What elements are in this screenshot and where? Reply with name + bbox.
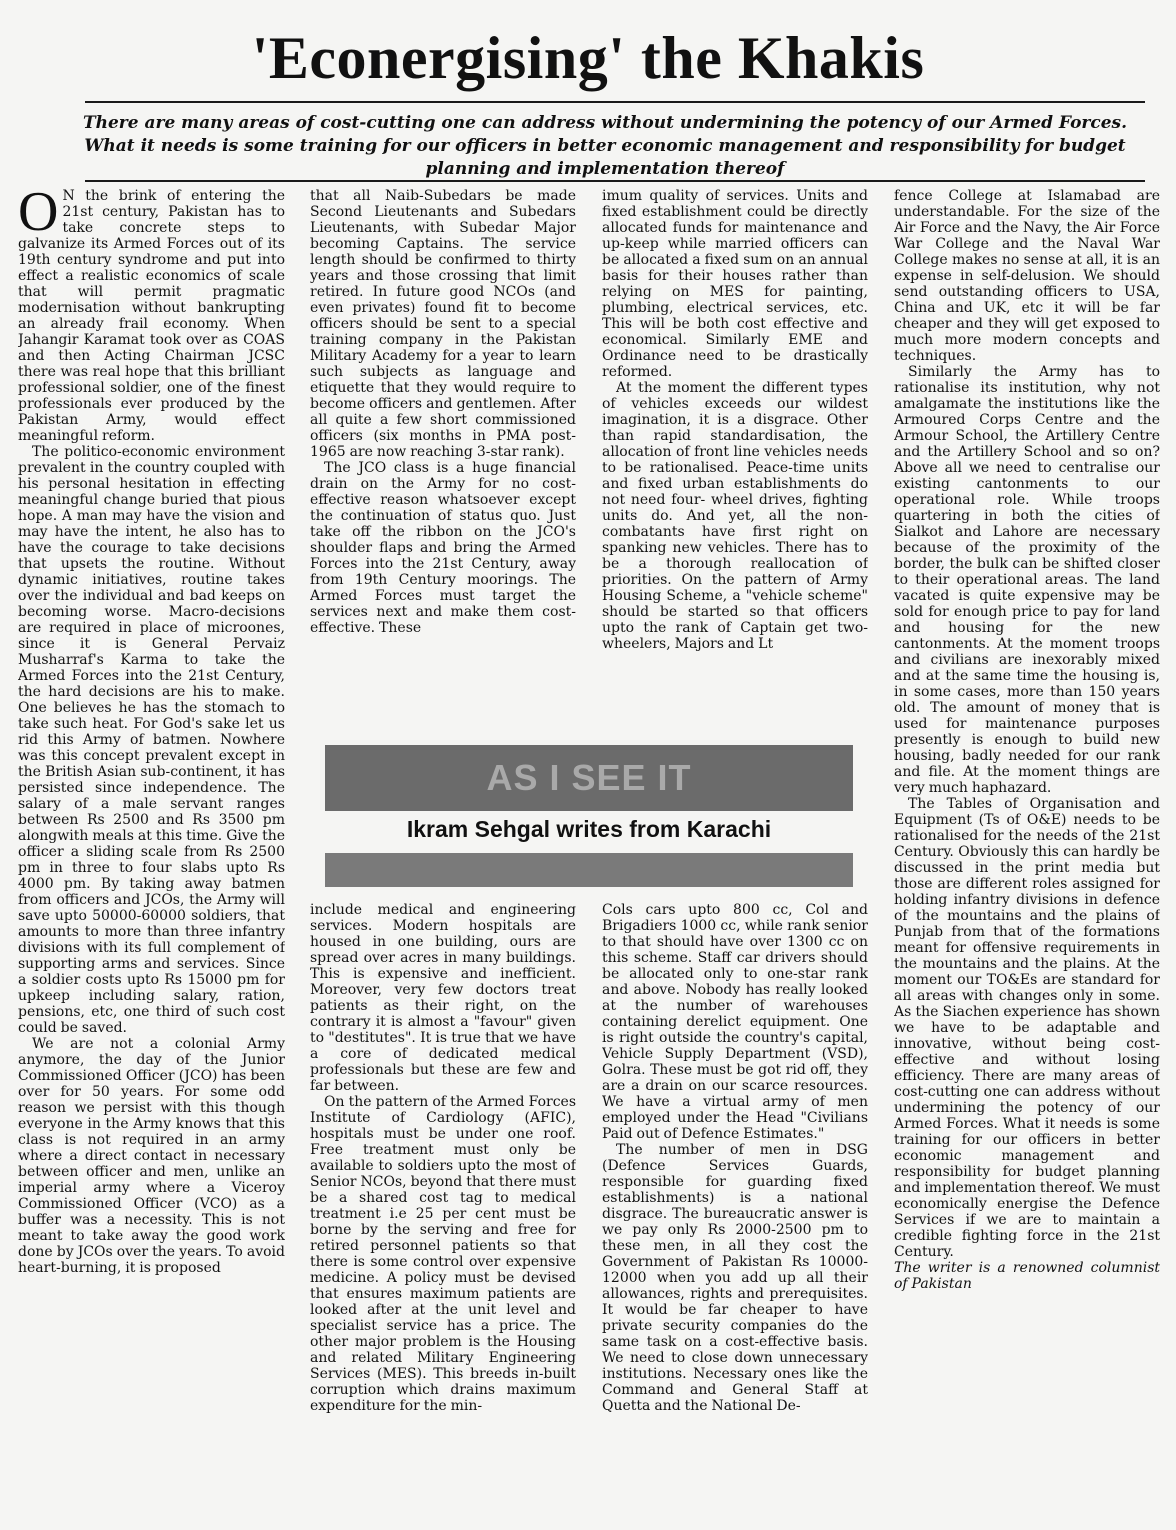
byline: Ikram Sehgal writes from Karachi	[406, 816, 772, 842]
article-column-4	[894, 188, 1160, 1510]
drop-cap: O	[18, 188, 59, 243]
article-paragraph: The politico-economic environment prevalent in the country coupled with his personal hesitation in effecting meaningful change buried that pious hope. A man may have the vision and may have the intent, he also has to have the courage to take decisions that upsets the routine. Without dynamic initiatives, routine takes over the individual and bad keeps on becoming worse. Macro-decisions are required in place of microones, since it is General Pervaiz Musharraf's Karma to take the Armed Forces into the 21st Century, the hard decisions are his to make. One believes he has the stomach to take such heat. For God's sake let us rid this Army of batmen. Nowhere was this concept prevalent except in the British Asian sub-continent, it has persisted since independence. The salary of a male servant ranges between Rs 2500 and Rs 3500 pm alongwith meals at this time. Give the officer a sliding scale from Rs 2500 pm in three to four slabs upto Rs 4000 pm. By taking away batmen from officers and JCOs, the Army will save upto 50000-60000 soldiers, that amounts to more than three infantry divisions with its full complement of supporting arms and services. Since a soldier costs upto Rs 15000 pm for upkeep including salary, ration, pensions, etc, one third of such cost could be saved.	[18, 444, 285, 1036]
article-paragraph: include medical and engineering services. Modern hospitals are housed in one building, ours are spread over acres in many buildings. This is expensive and inefficient. Moreover, very few doctors treat patients as their right, on the contrary it is almost a "favour" given to "destitutes". It is true that we have a core of dedicated medical professionals but these are few and far between.	[310, 902, 576, 1094]
headline: 'Econergising' the Khakis	[251, 25, 925, 91]
author-note: The writer is a renowned columnist of Pakistan	[894, 1260, 1160, 1292]
article-column-2	[310, 188, 576, 730]
article-paragraph: Cols cars upto 800 cc, Col and Brigadiers 1000 cc, while rank senior to that should have over 1300 cc on this scheme. Staff car drivers should be allocated only to one-star rank and above. Nobody has really looked at the number of warehouses containing derelict equipment. One is right outside the country's capital, Vehicle Supply Department (VSD), Golra. These must be got rid off, they are a drain on our scarce resources. We have a virtual army of men employed under the Head "Civilians Paid out of Defence Estimates."	[602, 902, 868, 1142]
article-paragraph: At the moment the different types of vehicles exceeds our wildest imagination, it is a disgrace. Other than rapid standardisation, the allocation of front line vehicles needs to be rationalised. Peace-time units and fixed urban establishments do not need four- wheel drives, fighting units do. And yet, all the non-combatants have first right on spanking new vehicles. There has to be a thorough reallocation of priorities. On the pattern of Army Housing Scheme, a "vehicle scheme" should be started so that officers upto the rank of Captain get two-wheelers, Majors and Lt	[602, 380, 868, 652]
article-column-1	[18, 188, 285, 1510]
article-column-3	[602, 188, 868, 730]
paragraph-text: N the brink of entering the 21st century, Pakistan has to take concrete steps to galvanize its Armed Forces out of its 19th century syndrome and put into effect a realistic economics of scale that will permit pragmatic modernisation without bankrupting an already frail economy. When Jahangir Karamat took over as COAS and then Acting Chairman JCSC there was real hope that this brilliant professional soldier, one of the finest professionals ever produced by the Pakistan Army, would effect meaningful reform.	[18, 188, 285, 444]
banner-bar	[325, 853, 853, 887]
article-column-2-lower	[310, 902, 576, 1510]
column-label-bar	[325, 745, 853, 811]
article-paragraph: On the pattern of the Armed Forces Institute of Cardiology (AFIC), hospitals must be under one roof. Free treatment must only be available to soldiers upto the most of Senior NCOs, beyond that there must be a shared cost tag to medical treatment i.e 25 per cent must be borne by the serving and free for retired personnel patients so that there is some control over expensive medicine. A policy must be devised that ensures maximum patients are looked after at the unit level and specialist service has a price. The other major problem is the Housing and related Military Engineering Services (MES). This breeds in-built corruption which drains maximum expenditure for the min-	[310, 1094, 576, 1414]
deck: There are many areas of cost-cutting one can address without undermining the potency of our Armed Forces. What it needs is some training for our officers in better economic management and responsibility for budget planning and implementation thereof	[82, 113, 1128, 179]
article-paragraph: The Tables of Organisation and Equipment (Ts of O&E) needs to be rationalised for the needs of the 21st Century. Obviously this can hardly be discussed in the print media but those are different roles assigned for holding infantry divisions in defence of the mountains and the plains of Punjab from that of the formations meant for offensive requirements in the mountains and the plains. At the moment our TO&Es are standard for all areas with changes only in some. As the Siachen experience has shown we have to be adaptable and innovative, without being cost-effective and without losing efficiency. There are many areas of cost-cutting one can address without undermining the potency of our Armed Forces. What it needs is some training for our officers in better economic management and responsibility for budget planning and implementation thereof. We must economically energise the Defence Services if we are to maintain a credible fighting force in the 21st Century.	[894, 796, 1160, 1260]
article-column-3-lower	[602, 902, 868, 1510]
article-paragraph: The number of men in DSG (Defence Services Guards, responsible for guarding fixed establishments) is a national disgrace. The bureaucratic answer is we pay only Rs 2000-2500 pm to these men, in all they cost the Government of Pakistan Rs 10000-12000 when you add up all their allowances, rights and prerequisites. It would be far cheaper to have private security companies do the same task on a cost-effective basis. We need to close down unnecessary institutions. Necessary ones like the Command and General Staff at Quetta and the National De-	[602, 1142, 868, 1414]
article-paragraph	[18, 188, 285, 444]
article-paragraph: Similarly the Army has to rationalise its institution, why not amalgamate the institutions like the Armoured Corps Centre and the Armour School, the Artillery Centre and the Artillery School and so on? Above all we need to centralise our existing cantonments to our operational role. While troops quartering in both the cities of Sialkot and Lahore are necessary because of the proximity of the border, the bulk can be shifted closer to their operational areas. The land vacated is quite expensive may be sold for enough price to pay for land and housing for the new cantonments. At the moment troops and civilians are inexorably mixed and at the same time the housing is, in some cases, more than 150 years old. The amount of money that is used for maintenance purposes presently is enough to build new housing, badly needed for our rank and file. At the moment things are very much haphazard.	[894, 364, 1160, 796]
column-label: AS I SEE IT	[486, 757, 692, 798]
article-paragraph: The JCO class is a huge financial drain on the Army for no cost-effective reason whatsoever except the continuation of status quo. Just take off the ribbon on the JCO's shoulder flaps and bring the Armed Forces into the 21st Century, away from 19th Century moorings. The Armed Forces must target the services next and make them cost-effective. These	[310, 460, 576, 636]
bottom-rule	[85, 180, 1145, 182]
article-paragraph: that all Naib-Subedars be made Second Lieutenants and Subedars Lieutenants, with Subedar Major becoming Captains. The service length should be confirmed to thirty years and those crossing that limit retired. In future good NCOs (and even privates) found fit to become officers should be sent to a special training company in the Pakistan Military Academy for a year to learn such subjects as language and etiquette that they would require to become officers and gentlemen. After all quite a few short commissioned officers (six months in PMA post-1965 are now reaching 3-star rank).	[310, 188, 576, 460]
article-paragraph: fence College at Islamabad are understandable. For the size of the Air Force and the Navy, the Air Force War College and the Naval War College makes no sense at all, it is an expense in self-delusion. We should send outstanding officers to USA, China and UK, etc it will be far cheaper and they will get exposed to much more modern concepts and techniques.	[894, 188, 1160, 364]
column-banner	[325, 745, 853, 887]
article-paragraph: We are not a colonial Army anymore, the day of the Junior Commissioned Officer (JCO) has been over for 50 years. For some odd reason we persist with this though everyone in the Army knows that this class is not required in an army where a direct contact in necessary between officer and men, unlike an imperial army where a Viceroy Commissioned Officer (VCO) as a buffer was a necessity. This is not meant to take away the good work done by JCOs over the years. To avoid heart-burning, it is proposed	[18, 1036, 285, 1276]
top-rule	[85, 101, 1145, 103]
article-paragraph: imum quality of services. Units and fixed establishment could be directly allocated funds for maintenance and up-keep while married officers can be allocated a fixed sum on an annual basis for their houses rather than relying on MES for painting, plumbing, electrical services, etc. This will be both cost effective and economical. Similarly EME and Ordinance need to be drastically reformed.	[602, 188, 868, 380]
